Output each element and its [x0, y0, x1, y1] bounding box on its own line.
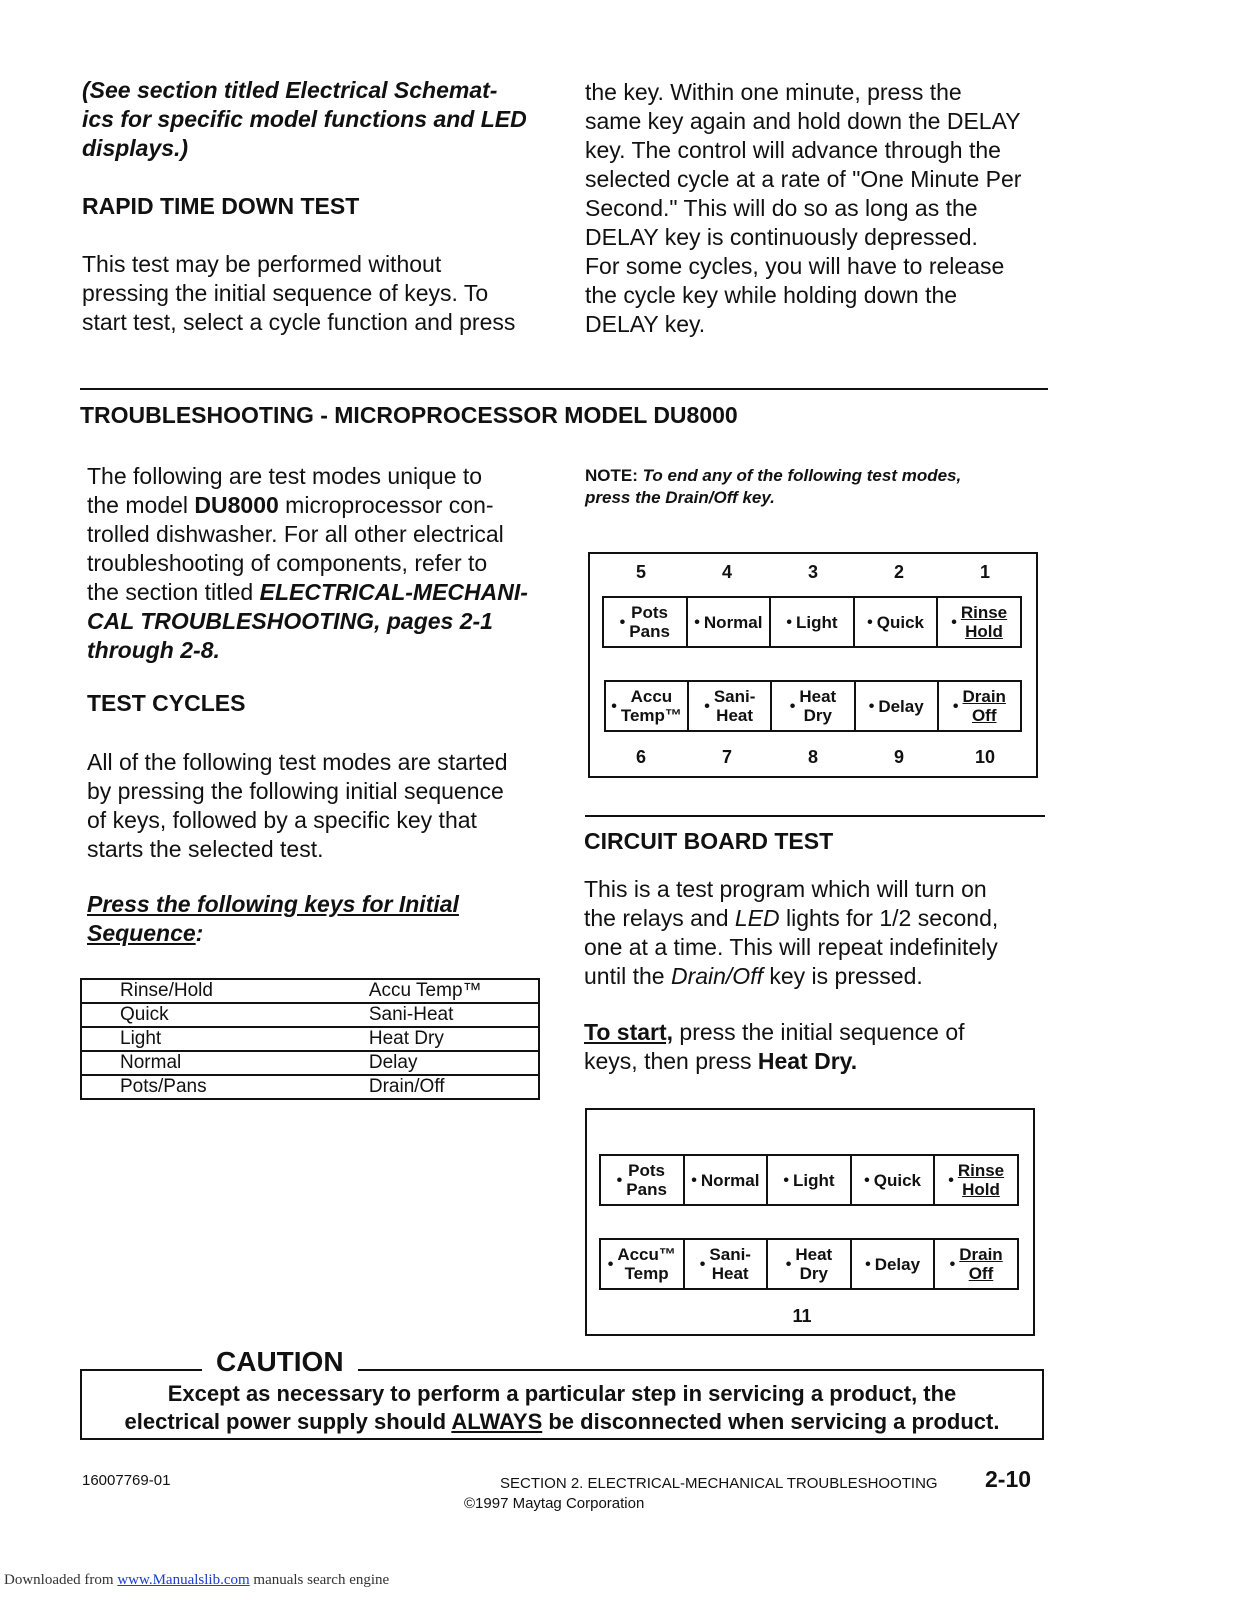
key-panel-1 — [588, 552, 1038, 778]
circuit-text-a: This is a test program which will turn on the relays and — [584, 876, 987, 931]
key-label: Drain Off — [959, 1245, 1003, 1283]
note-text: To end any of the following test modes, press the Drain/Off key. — [585, 466, 962, 507]
panel1-bottom-keys — [604, 680, 1022, 732]
panel-key — [683, 1240, 767, 1288]
circuit-paragraph — [584, 875, 1044, 991]
sequence-row — [81, 979, 539, 1003]
key-label: Pots Pans — [629, 603, 670, 641]
led-dot-icon: • — [607, 1255, 614, 1273]
key-number: 4 — [721, 562, 732, 582]
sequence-second-key: Sani-Heat — [331, 1003, 539, 1027]
key-label: Sani- Heat — [713, 687, 756, 725]
download-banner — [4, 1572, 389, 1589]
led-dot-icon: • — [616, 1171, 623, 1189]
key-label: Rinse Hold — [957, 1161, 1005, 1199]
initial-sequence-heading — [87, 890, 557, 948]
panel-key — [601, 1156, 683, 1204]
led-dot-icon: • — [951, 613, 957, 631]
intro-text-2: microprocessor con- trolled dishwasher. For all other electrical troubleshooting of components, refer to the section titled — [87, 492, 504, 605]
key-label: Accu Temp™ — [620, 687, 682, 725]
circuit-board-heading: CIRCUIT BOARD TEST — [584, 828, 834, 854]
key-number: 2 — [893, 562, 904, 582]
led-dot-icon: • — [867, 613, 873, 631]
key-number: 3 — [807, 562, 818, 582]
panel-key — [853, 598, 937, 646]
panel1-top-numbers — [598, 562, 1028, 583]
key-number: 8 — [807, 747, 818, 767]
circuit-text-c: key is pressed. — [762, 963, 923, 989]
sequence-second-key: Drain/Off — [331, 1075, 539, 1099]
to-start-label: To start, — [584, 1019, 674, 1045]
sequence-second-key: Accu Temp™ — [331, 979, 539, 1003]
panel-key — [937, 682, 1020, 730]
initial-sequence-colon: : — [195, 920, 204, 946]
led-dot-icon: • — [704, 697, 710, 715]
key-label: Heat Dry — [795, 1245, 833, 1283]
part-number: 16007769-01 — [82, 1472, 171, 1489]
sequence-row — [81, 1051, 539, 1075]
key-panel-2 — [585, 1108, 1035, 1336]
circuit-led: LED — [734, 905, 780, 931]
initial-sequence-heading-text: Press the following keys for Initial Sequence — [87, 891, 459, 946]
panel-key — [686, 598, 770, 646]
to-start-key: Heat Dry. — [757, 1048, 858, 1074]
to-start-text: press the initial sequence of keys, then press — [584, 1019, 965, 1074]
note — [585, 465, 1045, 509]
led-dot-icon: • — [691, 1171, 697, 1189]
led-dot-icon: • — [864, 1171, 870, 1189]
intro-reference: ELECTRICAL-MECHANI- CAL TROUBLESHOOTING, pages 2-1 through 2-8. — [87, 579, 528, 663]
sequence-second-key: Delay — [331, 1051, 539, 1075]
download-prefix: Downloaded from — [4, 1572, 118, 1588]
led-dot-icon: • — [619, 613, 626, 631]
panel1-top-keys — [602, 596, 1022, 648]
copyright: ©1997 Maytag Corporation — [464, 1495, 645, 1512]
download-suffix: manuals search engine — [249, 1572, 390, 1588]
caution-box — [80, 1370, 1044, 1440]
key-label: Light — [796, 612, 838, 632]
led-dot-icon: • — [699, 1255, 706, 1273]
panel-key — [936, 598, 1020, 646]
circuit-drain-off: Drain/Off — [670, 963, 763, 989]
key-number: 10 — [974, 747, 996, 767]
manualslib-link[interactable]: www.Manualslib.com — [117, 1572, 250, 1588]
schematics-note: (See section titled Electrical Schemat- ics for specific model functions and LED displays.) — [82, 77, 527, 161]
sequence-row — [81, 1027, 539, 1051]
section-divider — [80, 388, 1048, 390]
key-label: Sani- Heat — [709, 1245, 751, 1283]
led-dot-icon: • — [783, 1171, 790, 1189]
sequence-second-key: Heat Dry — [331, 1027, 539, 1051]
footer-section: SECTION 2. ELECTRICAL-MECHANICAL TROUBLESHOOTING — [500, 1475, 938, 1492]
key-number: 7 — [721, 747, 732, 767]
panel-key — [687, 682, 770, 730]
panel-key — [769, 598, 853, 646]
caution-line-2c: be disconnected when servicing a product. — [542, 1409, 1000, 1434]
sequence-first-key: Normal — [81, 1051, 331, 1075]
panel-key — [766, 1156, 850, 1204]
sequence-row — [81, 1003, 539, 1027]
key-label: Accu™ Temp — [617, 1245, 676, 1283]
panel-key — [601, 1240, 683, 1288]
caution-always: ALWAYS — [451, 1409, 543, 1434]
led-dot-icon: • — [868, 697, 875, 715]
led-dot-icon: • — [952, 697, 959, 715]
key-number: 6 — [635, 747, 646, 767]
caution-line-2a: electrical power supply should — [124, 1409, 452, 1434]
section-heading: TROUBLESHOOTING - MICROPROCESSOR MODEL DU8000 — [80, 402, 738, 428]
panel1-bottom-numbers — [598, 747, 1028, 768]
led-dot-icon: • — [785, 1255, 792, 1273]
key-label: Normal — [700, 1170, 760, 1190]
key-label: Quick — [873, 1170, 921, 1190]
page-number: 2-10 — [985, 1466, 1032, 1492]
key-label: Normal — [703, 612, 763, 632]
initial-sequence-table — [80, 978, 540, 1100]
key-label: Light — [793, 1170, 835, 1190]
sequence-first-key: Rinse/Hold — [81, 979, 331, 1003]
led-dot-icon: • — [786, 613, 793, 631]
note-label: NOTE: — [585, 466, 638, 485]
panel-key — [606, 682, 687, 730]
sequence-first-key: Light — [81, 1027, 331, 1051]
key-label: Pots Pans — [626, 1161, 667, 1199]
caution-line-1: Except as necessary to perform a particular step in servicing a product, the — [167, 1381, 957, 1406]
panel-key — [766, 1240, 850, 1288]
test-cycles-heading: TEST CYCLES — [87, 690, 246, 716]
key-label: Delay — [874, 1254, 921, 1274]
key-label: Delay — [878, 696, 924, 716]
caution-line-2 — [82, 1408, 1042, 1436]
panel2-bottom-number: 11 — [792, 1306, 812, 1326]
circuit-divider — [585, 815, 1045, 817]
led-dot-icon: • — [949, 1255, 956, 1273]
panel-key — [933, 1240, 1017, 1288]
key-label: Heat Dry — [799, 687, 837, 725]
led-dot-icon: • — [865, 1255, 871, 1273]
intro-text-1: The following are test modes unique to the model — [87, 463, 483, 518]
sequence-first-key: Pots/Pans — [81, 1075, 331, 1099]
intro-model: DU8000 — [194, 492, 279, 518]
test-cycles-paragraph: All of the following test modes are started by pressing the following initial sequence of keys, followed by a specific key that starts the selected test. — [87, 749, 508, 862]
key-number: 1 — [979, 562, 990, 582]
sequence-first-key: Quick — [81, 1003, 331, 1027]
panel-key — [850, 1240, 934, 1288]
key-label: Quick — [876, 612, 924, 632]
key-label: Rinse Hold — [960, 603, 1008, 641]
caution-title: CAUTION — [216, 1346, 344, 1377]
sequence-row — [81, 1075, 539, 1099]
led-dot-icon: • — [694, 613, 700, 631]
led-dot-icon: • — [611, 697, 617, 715]
panel-key — [770, 682, 853, 730]
key-number: 5 — [635, 562, 646, 582]
rapid-time-down-heading: RAPID TIME DOWN TEST — [82, 193, 360, 219]
panel-key — [683, 1156, 767, 1204]
to-start-paragraph — [584, 1018, 1044, 1076]
key-label: Drain Off — [962, 687, 1006, 725]
panel-key — [933, 1156, 1017, 1204]
panel-key — [604, 598, 686, 646]
panel-key — [850, 1156, 934, 1204]
rapid-test-paragraph-right: the key. Within one minute, press the same key again and hold down the DELAY key. The control will advance through the selected cycle at a rate of "One Minute Per Second." This will do so as long as the DELAY key is continuously depressed. For some cycles, you will have to release the cycle key while holding down the DELAY key. — [585, 79, 1022, 337]
key-number: 9 — [893, 747, 904, 767]
intro-paragraph — [87, 462, 557, 665]
circuit-text-b: lights for 1/2 second, one at a time. This will repeat indefinitely until the — [584, 905, 999, 989]
rapid-test-paragraph-left: This test may be performed without pressing the initial sequence of keys. To start test, select a cycle function and press — [82, 251, 516, 335]
panel2-bottom-keys — [599, 1238, 1019, 1290]
panel-key — [854, 682, 937, 730]
led-dot-icon: • — [789, 697, 796, 715]
led-dot-icon: • — [948, 1171, 954, 1189]
panel2-top-keys — [599, 1154, 1019, 1206]
